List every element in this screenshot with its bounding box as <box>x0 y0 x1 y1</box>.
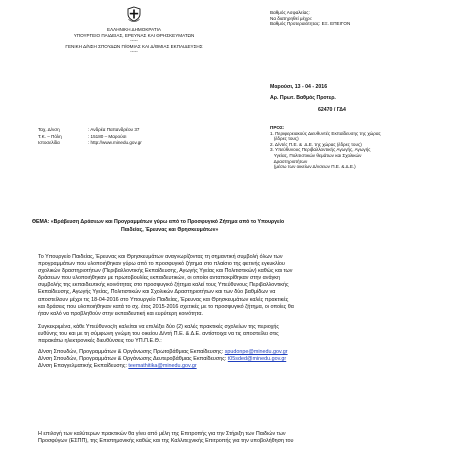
ministry-header <box>44 27 224 55</box>
ministry-line: ΓΕΝΙΚΗ Δ/ΝΣΗ ΣΠΟΥΔΩΝ Π/ΘΜΙΑΣ ΚΑΙ Δ/ΘΜΙΑΣ ΕΚΠΑΙΔΕΥΣΗΣ <box>65 43 203 49</box>
contact-label: Δ/νση Σπουδών, Προγραμμάτων & Οργάνωσης Δευτεροβάθμιας Εκπαίδευσης: <box>38 356 228 363</box>
subject-line <box>32 219 284 226</box>
separator: ----- <box>130 49 138 55</box>
address-label: Ταχ. Δ/νση <box>38 127 60 132</box>
recipient-line: Δραστηριοτήτων <box>270 158 308 164</box>
paragraph-line: Η επιλογή των καλύτερων πρακτικών θα γίνει από μέλη της Επιτροπής για την Στήριξη των Παιδιών των <box>38 431 286 437</box>
address-value: : Ανδρέα Παπανδρέου 37 <box>88 127 140 132</box>
document-meta <box>270 10 350 27</box>
recipient-line: Υγείας, Πολιτιστικών θεμάτων και Σχολικών <box>270 152 362 158</box>
address-block <box>38 127 142 147</box>
paragraph-line: Συγκεκριμένα, κάθε Υπεύθυνος/η καλείται να επιλέξει δύο (2) καλές πρακτικές σχολείων της περιοχής <box>38 324 280 330</box>
subject-label: ΘΕΜΑ: <box>32 219 50 225</box>
paragraph-line: ευθύνης του και με τη σύμφωνη γνώμη του οικείου Δ/ντή Π.Ε. & Δ.Ε. αντίστοιχα να τις αποστείλει στις <box>38 331 279 338</box>
address-value: : http://www.minedu.gov.gr <box>88 140 142 145</box>
date-line: Μαρούσι, 13 - 04 - 2016 <box>270 84 328 90</box>
retention: Να διατηρηθεί μέχρι: <box>270 15 312 21</box>
address-label: Τ.Κ. – Πόλη <box>38 133 62 139</box>
recipients-title: ΠΡΟΣ: <box>270 125 285 130</box>
security-level: Βαθμός Ασφαλείας: <box>270 10 310 15</box>
greek-state-emblem-icon <box>126 6 142 22</box>
reference-number: 62470 / ΓΔ4 <box>318 107 346 113</box>
separator: ----- <box>130 38 138 44</box>
contact-label: Δ/νση Σπουδών, Προγραμμάτων & Οργάνωσης Πρωτοβάθμιας Εκπαίδευσης: <box>38 349 225 355</box>
paragraph-selection <box>38 431 293 445</box>
recipient-line: (μέσω των οικείων Δ/νσεων Π.Ε. & Δ.Ε.) <box>270 164 356 170</box>
email-link[interactable]: spudonpe@minedu.gov.gr <box>224 349 288 355</box>
paragraph-line: Εκπαίδευσης, Αγωγής Υγείας, Πολιτιστικών και Σχολικών Δραστηριοτήτων και των δύο βαθμίδων να <box>38 289 276 296</box>
contact-label: Δ/νση Επαγγελματικής Εκπαίδευσης: <box>38 363 129 370</box>
paragraph-instructions <box>38 324 279 345</box>
ministry-line: ΕΛΛΗΝΙΚΗ ΔΗΜΟΚΡΑΤΙΑ <box>107 27 161 32</box>
contacts-list <box>38 349 288 370</box>
paragraph-line: δράσεων που υλοποιήθηκαν με πρωτοβουλίες εκπαιδευτικών, οι οποίοι ανταποκρίθηκαν στην ανάγκη <box>38 275 280 282</box>
paragraph-line: ήταν καλό να προβληθούν στην εκπαιδευτική και ευρύτερη κοινότητα. <box>38 310 203 317</box>
paragraph-line: και δράσεις που υλοποιήθηκαν κατά το σχ. έτος 2015-2016 σχετικές με το προσφυγικό ζήτημα, οι οποίες θα <box>38 303 294 310</box>
subject-text-continued: Παιδείας, Έρευνας και Θρησκευμάτων» <box>121 227 219 233</box>
paragraph-line: συμβολής της εκπαιδευτικής κοινότητας στο προσφυγικό ζήτημα καλεί τους Υπεύθυνους Περιβαλλοντικής <box>38 282 289 289</box>
recipient-line: (έδρες τους) <box>270 136 299 142</box>
paragraph-line: Το Υπουργείο Παιδείας, Έρευνας και Θρησκευμάτων αναγνωρίζοντας τη σημαντική συμβολή όλων των <box>38 254 283 260</box>
address-label: Ιστοσελίδα <box>38 140 60 145</box>
subject-text: «Βράβευση Δράσεων και Προγραμμάτων γύρω από το Προσφυγικό Ζήτημα από το Υπουργείο <box>50 219 285 225</box>
priority-level: Βαθμός Προτεραιότητας: ΕΞ. ΕΠΕΙΓΟΝ <box>270 21 351 27</box>
paragraph-intro <box>38 254 294 318</box>
ministry-line: ΥΠΟΥΡΓΕΙΟ ΠΑΙΔΕΙΑΣ, ΕΡΕΥΝΑΣ ΚΑΙ ΘΡΗΣΚΕΥΜΑΤΩΝ <box>73 32 195 38</box>
recipient-line: 2. Δ/ντές Π.Ε. & Δ.Ε. της χώρας (έδρες τους) <box>270 141 362 147</box>
email-link[interactable]: teemathitika@minedu.gov.gr <box>128 363 197 370</box>
paragraph-line: προγραμμάτων που υλοποιήθηκαν γύρω από το προσφυγικό ζήτημα στο πλαίσιο της φετινής εγκυκλίου <box>38 261 285 268</box>
recipients-block <box>270 125 381 170</box>
paragraph-line: Προσφύγων (ΕΣΠΠ), της Επιστημονικής καθώς και της Καλλιτεχνικής Επιτροπής για την υποβολήθηση του <box>38 438 294 445</box>
reference-line: Αρ. Πρωτ. Βαθμός Προτερ. <box>270 95 336 101</box>
address-value: : 15180 – Μαρούσι <box>88 133 127 139</box>
recipient-line: 1. Περιφερειακούς Διευθυντές Εκπαίδευσης της χώρας <box>270 130 381 136</box>
contact-row <box>38 363 288 370</box>
paragraph-line: παρακάτω ηλεκτρονικές διευθύνσεις του ΥΠ.Π.Ε.Θ.: <box>38 338 162 345</box>
paragraph-line: σχολικών δραστηριοτήτων (Περιβαλλοντικής Εκπαίδευσης, Αγωγής Υγείας και Πολιτιστικών) καθώς και των <box>38 268 293 275</box>
paragraph-line: αποστείλουν μέχρι τις 18-04-2016 στο Υπουργείο Παιδείας, Έρευνας και Θρησκευμάτων καλές πρακτικές <box>38 296 289 303</box>
address-row <box>38 140 142 147</box>
recipient-line: 3. Υπεύθυνους Περιβαλλοντικής Αγωγής, Αγωγής <box>270 147 371 153</box>
email-link[interactable]: t05sded@minedu.gov.gr <box>227 356 287 363</box>
